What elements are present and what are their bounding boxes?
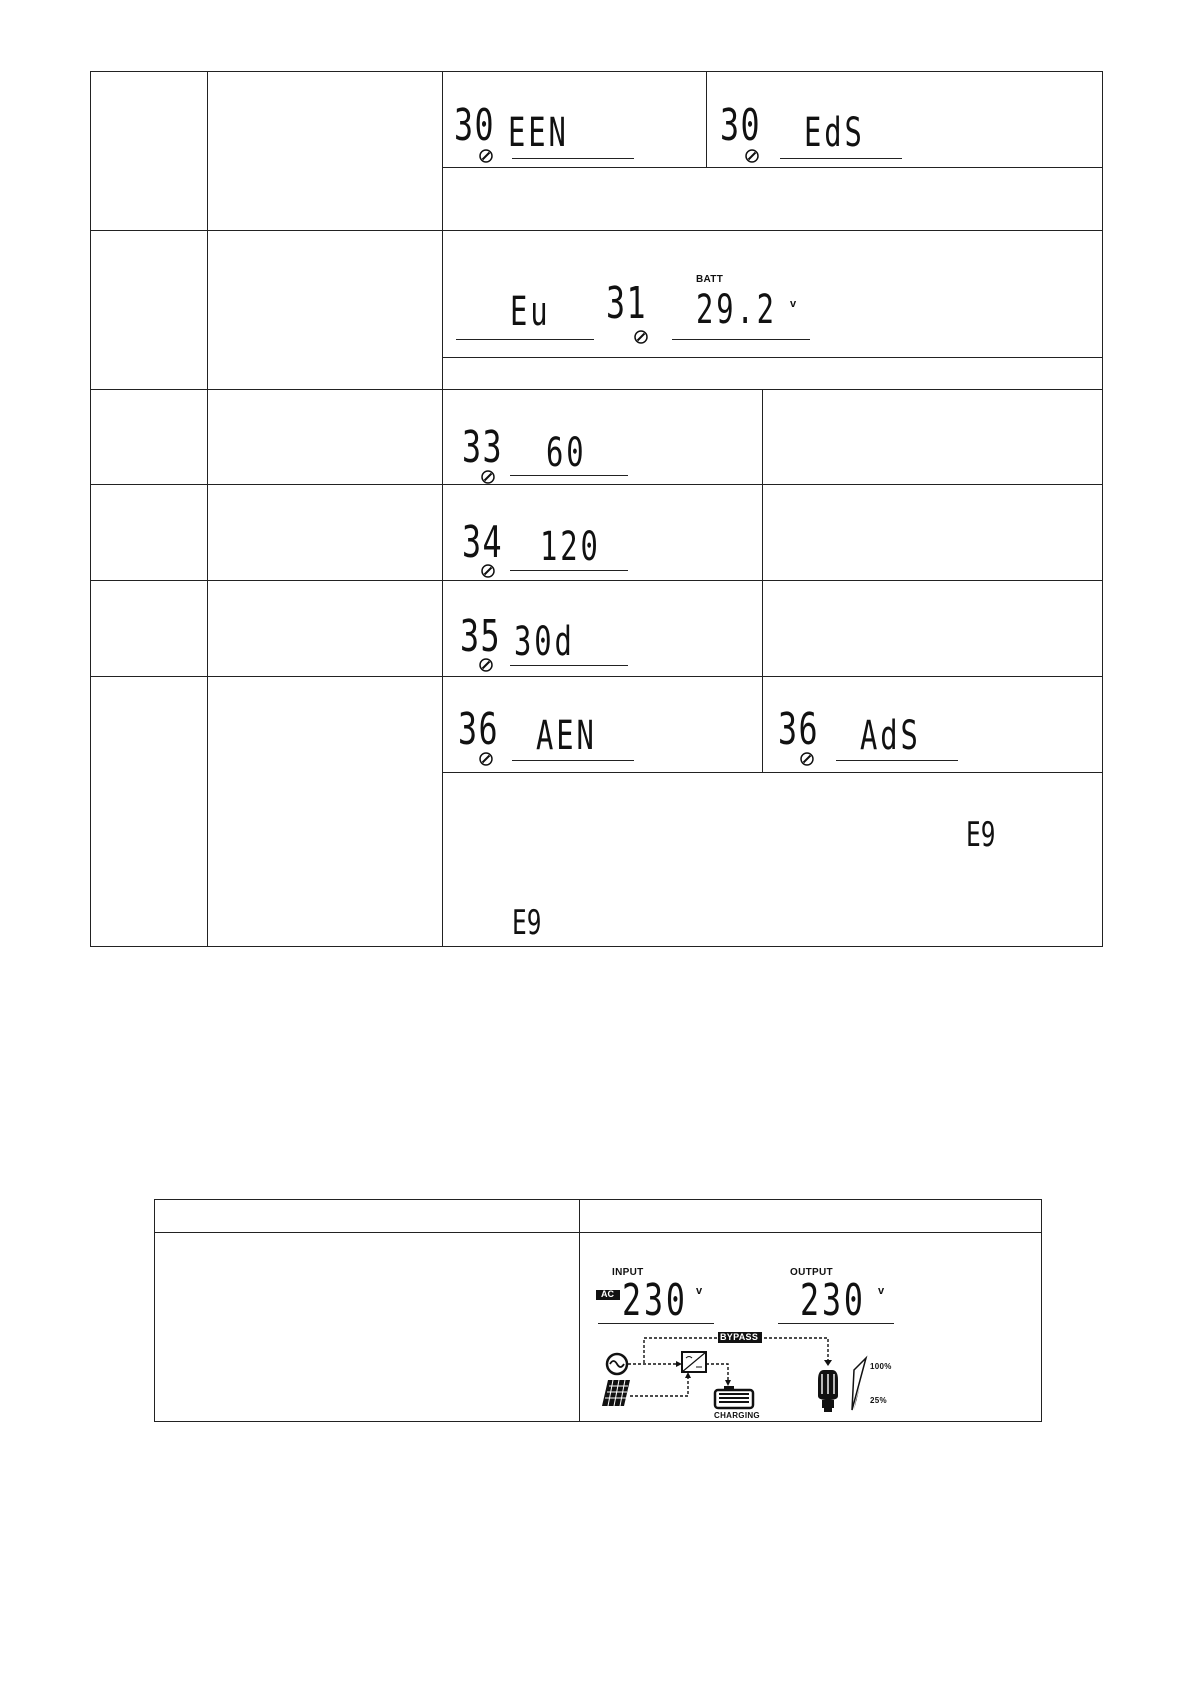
lcd-program-code: 33	[462, 422, 504, 473]
lcd-underline	[836, 760, 958, 761]
input-voltage-unit: v	[696, 1285, 703, 1297]
lcd-option-value: 30d	[514, 619, 575, 665]
lcd-underline	[780, 158, 902, 159]
lcd-underline	[512, 158, 634, 159]
lcd-prefix: Eu	[510, 289, 551, 335]
lcd-option-value: EEN	[508, 110, 569, 156]
column-divider	[579, 1199, 580, 1422]
lcd-option-value: 60	[546, 430, 587, 476]
row-divider	[90, 484, 1103, 485]
row-divider	[90, 389, 1103, 390]
lcd-program-code: 36	[778, 704, 820, 755]
solar-panel-icon	[602, 1380, 630, 1406]
ac-source-icon	[607, 1354, 627, 1374]
battery-icon	[715, 1386, 753, 1408]
error-code: E9	[966, 815, 996, 855]
cell-divider	[442, 357, 1103, 358]
header-divider	[154, 1232, 1042, 1233]
settings-table-border	[90, 71, 1103, 947]
lcd-underline	[778, 1323, 894, 1324]
lcd-underline	[672, 339, 810, 340]
bulb-icon	[818, 1370, 838, 1412]
lcd-underline	[510, 665, 628, 666]
cell-divider	[442, 167, 1103, 168]
voltage-unit: v	[790, 298, 797, 310]
load-low-label: 25%	[870, 1396, 887, 1405]
output-voltage-unit: v	[878, 1285, 885, 1297]
lcd-option-value: AEN	[536, 713, 597, 759]
cell-divider	[442, 772, 1103, 773]
load-level-icon	[852, 1358, 866, 1410]
output-voltage: 230	[800, 1275, 866, 1326]
bypass-label: BYPASS	[720, 1332, 759, 1342]
error-code: E9	[512, 903, 542, 943]
lcd-underline	[510, 570, 628, 571]
battery-label: BATT	[696, 274, 724, 285]
lcd-option-value: 120	[540, 524, 601, 570]
input-voltage: 230	[622, 1275, 688, 1326]
ac-badge-label: AC	[601, 1289, 614, 1299]
output-label: OUTPUT	[790, 1267, 833, 1278]
row-divider	[90, 580, 1103, 581]
lcd-underline	[456, 339, 594, 340]
lcd-program-code: 36	[458, 704, 500, 755]
lcd-program-code: 31	[606, 278, 648, 329]
charging-label: CHARGING	[714, 1411, 760, 1420]
power-flow-diagram	[596, 1330, 906, 1416]
lcd-program-code: 35	[460, 611, 502, 662]
cell-divider	[706, 71, 707, 167]
lcd-underline	[510, 475, 628, 476]
column-divider	[442, 71, 443, 947]
lcd-option-value: EdS	[804, 110, 865, 156]
lcd-program-code: 34	[462, 517, 504, 568]
lcd-program-code: 30	[454, 100, 496, 151]
load-high-label: 100%	[870, 1362, 892, 1371]
inverter-icon	[682, 1352, 706, 1372]
lcd-program-code: 30	[720, 100, 762, 151]
wrench-icon	[634, 330, 648, 344]
lcd-option-value: AdS	[860, 713, 921, 759]
input-label: INPUT	[612, 1267, 644, 1278]
wrench-icon	[481, 470, 495, 484]
lcd-option-value: 29.2	[696, 287, 777, 333]
lcd-underline	[512, 760, 634, 761]
row-divider	[90, 676, 1103, 677]
column-divider	[207, 71, 208, 947]
row-divider	[90, 230, 1103, 231]
ac-badge	[596, 1290, 620, 1300]
wrench-icon	[479, 149, 493, 163]
lcd-underline	[598, 1323, 714, 1324]
wrench-icon	[479, 658, 493, 672]
wrench-icon	[481, 564, 495, 578]
wrench-icon	[479, 752, 493, 766]
wrench-icon	[800, 752, 814, 766]
cell-divider	[762, 389, 763, 772]
wrench-icon	[745, 149, 759, 163]
